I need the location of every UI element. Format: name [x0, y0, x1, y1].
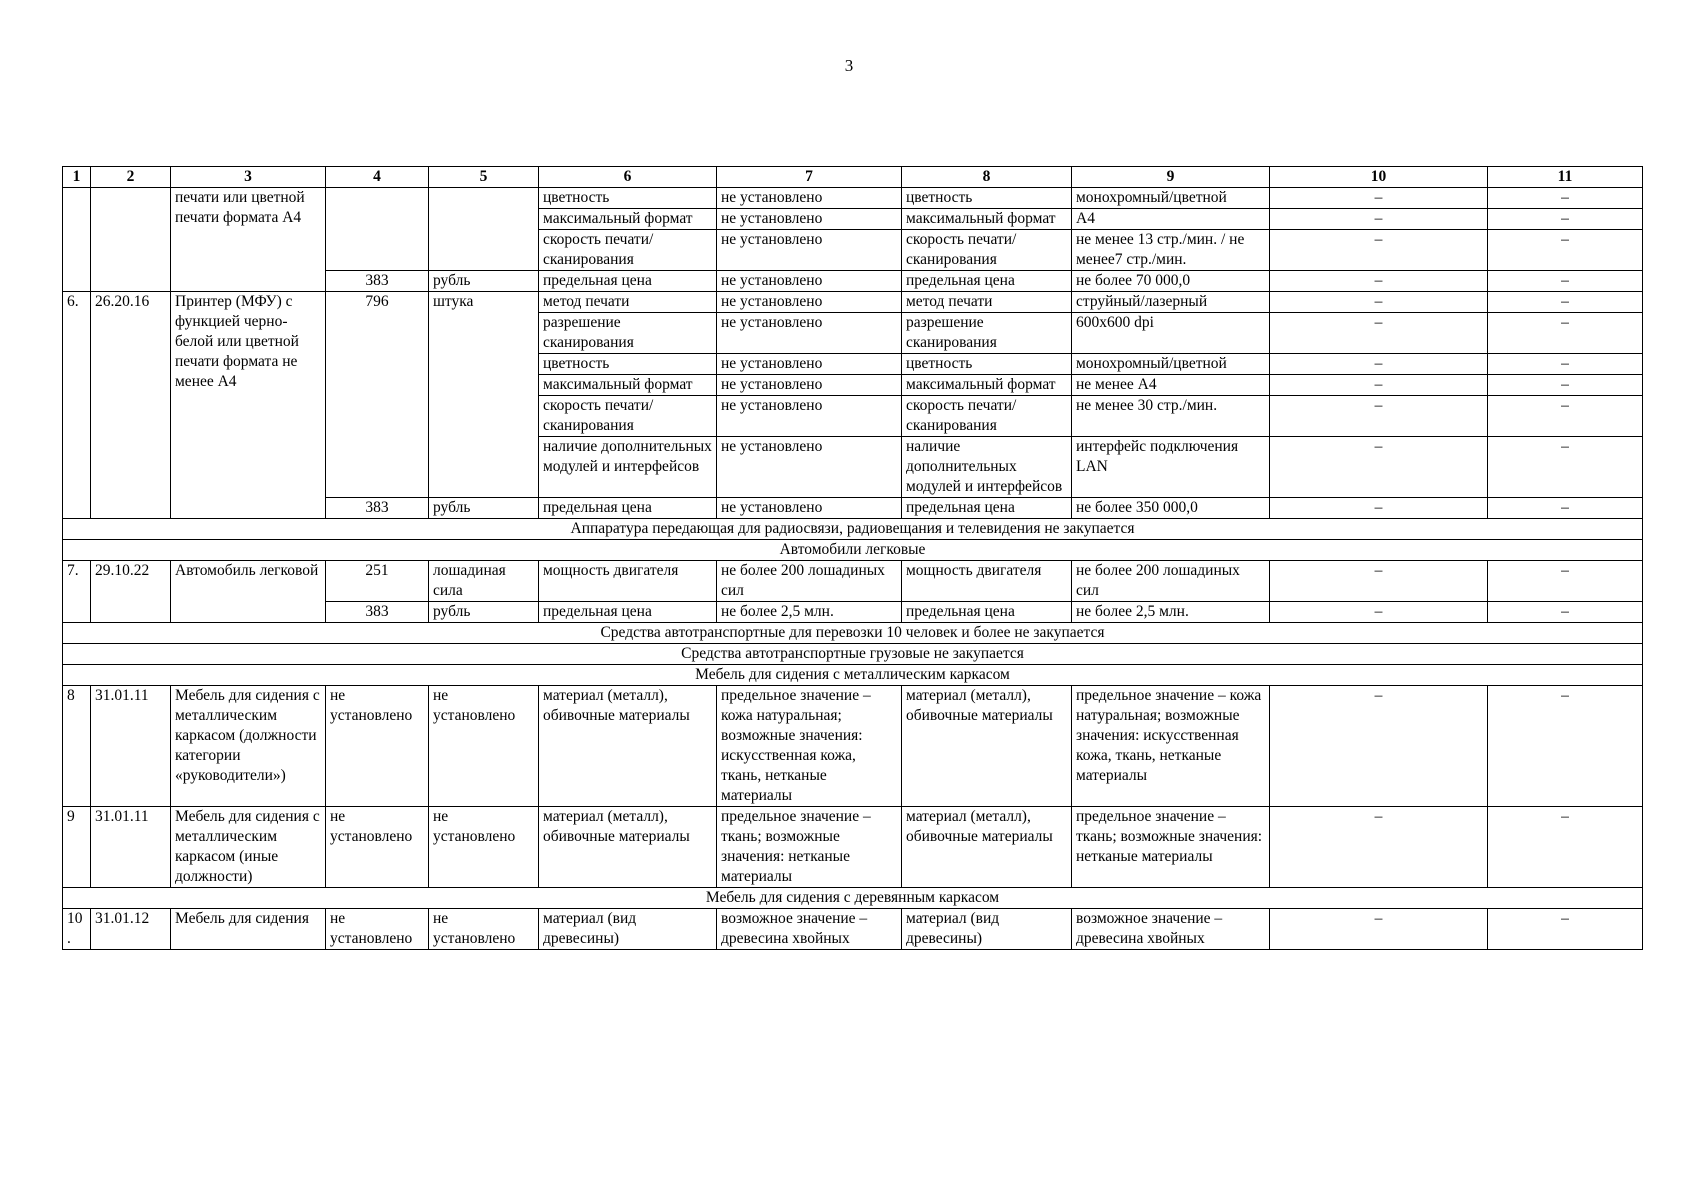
value-cell: не более 2,5 млн. — [717, 602, 902, 623]
value-cell: не более 2,5 млн. — [1072, 602, 1270, 623]
section-row — [63, 623, 1643, 644]
characteristic-cell: цветность — [902, 354, 1072, 375]
section-heading: Аппаратура передающая для радиосвязи, радиовещания и телевидения не закупается — [63, 519, 1643, 540]
characteristic-cell: материал (металл), обивочные материалы — [902, 686, 1072, 807]
section-row — [63, 540, 1643, 561]
dash-cell: – — [1488, 807, 1643, 888]
characteristic-cell: материал (вид древесины) — [902, 909, 1072, 950]
characteristic-cell: предельная цена — [539, 498, 717, 519]
dash-cell: – — [1270, 396, 1488, 437]
item-name-cell: Мебель для сидения — [171, 909, 326, 950]
characteristic-cell: максимальный формат — [539, 375, 717, 396]
item-number-cell: 8 — [63, 686, 91, 807]
dash-cell: – — [1488, 686, 1643, 807]
dash-cell: – — [1270, 271, 1488, 292]
value-cell: не более 200 лошадиных сил — [1072, 561, 1270, 602]
header-cell: 4 — [326, 167, 429, 188]
unit-code-cell: 251 — [326, 561, 429, 602]
value-cell: не установлено — [717, 375, 902, 396]
dash-cell: – — [1270, 602, 1488, 623]
dash-cell: – — [1488, 354, 1643, 375]
characteristic-cell: скорость печати/ сканирования — [539, 230, 717, 271]
item-name-cell: Мебель для сидения с металлическим каркасом (иные должности) — [171, 807, 326, 888]
item-number-cell — [63, 188, 91, 292]
dash-cell: – — [1270, 807, 1488, 888]
item-code-cell: 29.10.22 — [91, 561, 171, 623]
characteristic-cell: скорость печати/ сканирования — [902, 396, 1072, 437]
dash-cell: – — [1270, 909, 1488, 950]
unit-name-cell: лошадиная сила — [429, 561, 539, 602]
section-row — [63, 665, 1643, 686]
header-cell: 9 — [1072, 167, 1270, 188]
value-cell: возможное значение – древесина хвойных — [717, 909, 902, 950]
characteristic-cell: материал (вид древесины) — [539, 909, 717, 950]
characteristic-cell: скорость печати/ сканирования — [902, 230, 1072, 271]
table-row — [63, 292, 1643, 313]
characteristic-cell: предельная цена — [539, 602, 717, 623]
dash-cell: – — [1488, 209, 1643, 230]
characteristic-cell: наличие дополнительных модулей и интерфейсов — [539, 437, 717, 498]
unit-code-cell: 796 — [326, 292, 429, 498]
value-cell: предельное значение – кожа натуральная; возможные значения: искусственная кожа, ткань, нетканые материалы — [1072, 686, 1270, 807]
dash-cell: – — [1270, 375, 1488, 396]
unit-code-cell: 383 — [326, 271, 429, 292]
item-name-cell: Автомобиль легковой — [171, 561, 326, 623]
item-code-cell: 31.01.11 — [91, 686, 171, 807]
value-cell: 600x600 dpi — [1072, 313, 1270, 354]
characteristic-cell: предельная цена — [902, 498, 1072, 519]
value-cell: не менее А4 — [1072, 375, 1270, 396]
item-code-cell: 26.20.16 — [91, 292, 171, 519]
header-cell: 1 — [63, 167, 91, 188]
value-cell: не установлено — [717, 188, 902, 209]
unit-code-cell: не установлено — [326, 686, 429, 807]
unit-code-cell — [326, 188, 429, 271]
dash-cell: – — [1270, 313, 1488, 354]
value-cell: не менее 13 стр./мин. / не менее7 стр./мин. — [1072, 230, 1270, 271]
value-cell: не установлено — [717, 271, 902, 292]
item-name-cell: печати или цветной печати формата А4 — [171, 188, 326, 292]
header-cell: 11 — [1488, 167, 1643, 188]
value-cell: монохромный/цветной — [1072, 354, 1270, 375]
section-heading: Средства автотранспортные грузовые не закупается — [63, 644, 1643, 665]
section-heading: Мебель для сидения с деревянным каркасом — [63, 888, 1643, 909]
unit-name-cell: не установлено — [429, 909, 539, 950]
value-cell: не установлено — [717, 209, 902, 230]
unit-code-cell: не установлено — [326, 909, 429, 950]
characteristic-cell: материал (металл), обивочные материалы — [902, 807, 1072, 888]
header-row — [63, 167, 1643, 188]
item-code-cell — [91, 188, 171, 292]
value-cell: не менее 30 стр./мин. — [1072, 396, 1270, 437]
value-cell: возможное значение – древесина хвойных — [1072, 909, 1270, 950]
dash-cell: – — [1270, 686, 1488, 807]
dash-cell: – — [1270, 561, 1488, 602]
characteristic-cell: предельная цена — [902, 271, 1072, 292]
value-cell: не установлено — [717, 313, 902, 354]
item-number-cell: 6. — [63, 292, 91, 519]
item-number-cell: 7. — [63, 561, 91, 623]
characteristic-cell: материал (металл), обивочные материалы — [539, 686, 717, 807]
characteristic-cell: предельная цена — [539, 271, 717, 292]
characteristic-cell: материал (металл), обивочные материалы — [539, 807, 717, 888]
table-row — [63, 807, 1643, 888]
characteristic-cell: цветность — [902, 188, 1072, 209]
section-row — [63, 644, 1643, 665]
value-cell: струйный/лазерный — [1072, 292, 1270, 313]
item-name-cell: Принтер (МФУ) с функцией черно-белой или цветной печати формата не менее А4 — [171, 292, 326, 519]
header-cell: 8 — [902, 167, 1072, 188]
characteristic-cell: скорость печати/ сканирования — [539, 396, 717, 437]
value-cell: не установлено — [717, 437, 902, 498]
header-cell: 3 — [171, 167, 326, 188]
value-cell: монохромный/цветной — [1072, 188, 1270, 209]
characteristic-cell: цветность — [539, 354, 717, 375]
dash-cell: – — [1488, 561, 1643, 602]
characteristic-cell: мощность двигателя — [539, 561, 717, 602]
header-cell: 5 — [429, 167, 539, 188]
section-heading: Автомобили легковые — [63, 540, 1643, 561]
value-cell: предельное значение – ткань; возможные значения: нетканые материалы — [1072, 807, 1270, 888]
characteristic-cell: метод печати — [539, 292, 717, 313]
dash-cell: – — [1488, 437, 1643, 498]
value-cell: предельное значение – ткань; возможные значения: нетканые материалы — [717, 807, 902, 888]
section-row — [63, 888, 1643, 909]
requirements-table — [62, 166, 1643, 950]
dash-cell: – — [1488, 292, 1643, 313]
unit-name-cell: рубль — [429, 271, 539, 292]
dash-cell: – — [1488, 909, 1643, 950]
dash-cell: – — [1270, 437, 1488, 498]
value-cell: не более 350 000,0 — [1072, 498, 1270, 519]
value-cell: не более 70 000,0 — [1072, 271, 1270, 292]
dash-cell: – — [1488, 313, 1643, 354]
table-row — [63, 686, 1643, 807]
dash-cell: – — [1270, 354, 1488, 375]
item-code-cell: 31.01.11 — [91, 807, 171, 888]
unit-name-cell: не установлено — [429, 807, 539, 888]
dash-cell: – — [1270, 498, 1488, 519]
header-cell: 10 — [1270, 167, 1488, 188]
value-cell: А4 — [1072, 209, 1270, 230]
unit-name-cell: рубль — [429, 602, 539, 623]
item-code-cell: 31.01.12 — [91, 909, 171, 950]
characteristic-cell: максимальный формат — [539, 209, 717, 230]
table-row — [63, 561, 1643, 602]
dash-cell: – — [1488, 230, 1643, 271]
characteristic-cell: мощность двигателя — [902, 561, 1072, 602]
unit-code-cell: 383 — [326, 498, 429, 519]
dash-cell: – — [1488, 188, 1643, 209]
section-heading: Мебель для сидения с металлическим каркасом — [63, 665, 1643, 686]
header-cell: 7 — [717, 167, 902, 188]
unit-name-cell: штука — [429, 292, 539, 498]
unit-code-cell: 383 — [326, 602, 429, 623]
value-cell: не установлено — [717, 396, 902, 437]
item-number-cell: 10. — [63, 909, 91, 950]
section-heading: Средства автотранспортные для перевозки 10 человек и более не закупается — [63, 623, 1643, 644]
header-cell: 2 — [91, 167, 171, 188]
dash-cell: – — [1488, 375, 1643, 396]
value-cell: не установлено — [717, 230, 902, 271]
item-name-cell: Мебель для сидения с металлическим каркасом (должности категории «руководители») — [171, 686, 326, 807]
dash-cell: – — [1488, 396, 1643, 437]
dash-cell: – — [1488, 498, 1643, 519]
dash-cell: – — [1270, 292, 1488, 313]
characteristic-cell: разрешение сканирования — [539, 313, 717, 354]
unit-code-cell: не установлено — [326, 807, 429, 888]
dash-cell: – — [1270, 188, 1488, 209]
value-cell: не установлено — [717, 292, 902, 313]
table-row — [63, 188, 1643, 209]
characteristic-cell: цветность — [539, 188, 717, 209]
characteristic-cell: максимальный формат — [902, 209, 1072, 230]
value-cell: не установлено — [717, 498, 902, 519]
unit-name-cell — [429, 188, 539, 271]
table-row — [63, 909, 1643, 950]
value-cell: интерфейс подключения LAN — [1072, 437, 1270, 498]
value-cell: предельное значение – кожа натуральная; возможные значения: искусственная кожа, ткань, нетканые материалы — [717, 686, 902, 807]
dash-cell: – — [1270, 230, 1488, 271]
characteristic-cell: метод печати — [902, 292, 1072, 313]
value-cell: не более 200 лошадиных сил — [717, 561, 902, 602]
page-number: 3 — [844, 56, 854, 75]
item-number-cell: 9 — [63, 807, 91, 888]
unit-name-cell: рубль — [429, 498, 539, 519]
header-cell: 6 — [539, 167, 717, 188]
unit-name-cell: не установлено — [429, 686, 539, 807]
dash-cell: – — [1488, 271, 1643, 292]
dash-cell: – — [1488, 602, 1643, 623]
characteristic-cell: максимальный формат — [902, 375, 1072, 396]
characteristic-cell: предельная цена — [902, 602, 1072, 623]
characteristic-cell: разрешение сканирования — [902, 313, 1072, 354]
section-row — [63, 519, 1643, 540]
value-cell: не установлено — [717, 354, 902, 375]
characteristic-cell: наличие дополнительных модулей и интерфейсов — [902, 437, 1072, 498]
dash-cell: – — [1270, 209, 1488, 230]
